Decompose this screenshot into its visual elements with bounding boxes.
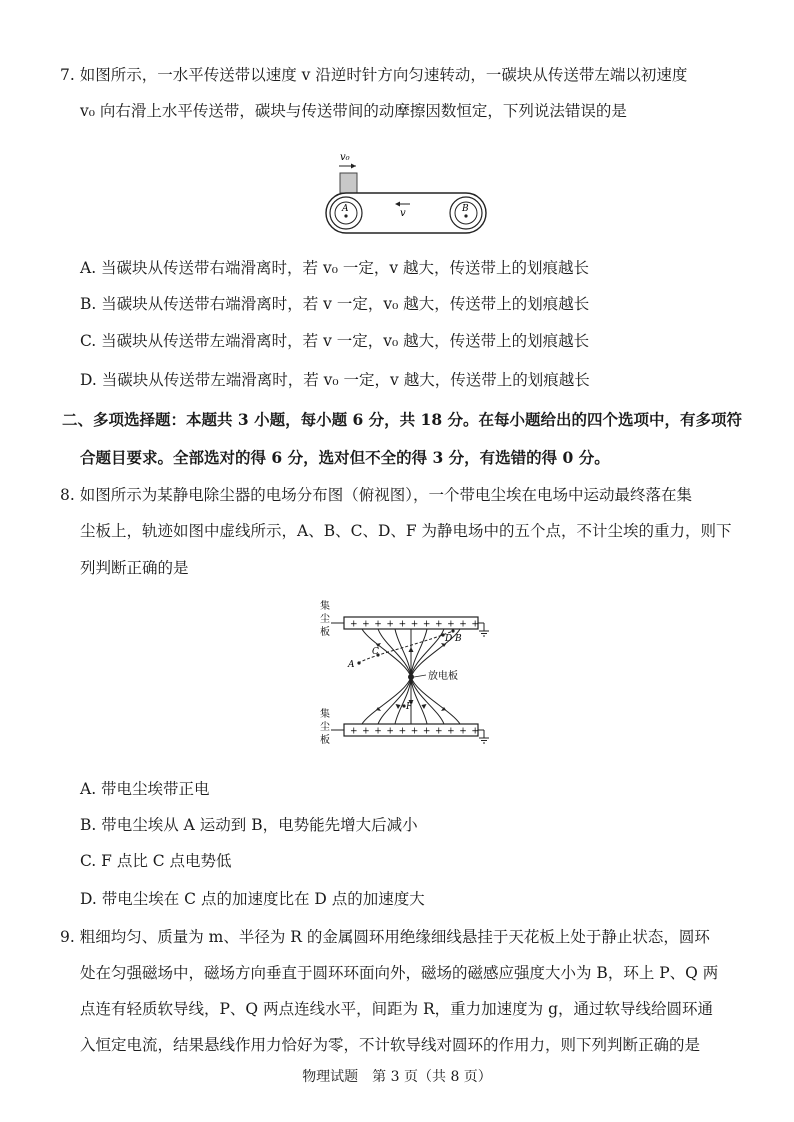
q9-stem-line3: 点连有轻质软导线，P、Q 两点连线水平，间距为 R，重力加速度为 g，通过软导线给圆环通 [80, 1000, 714, 1018]
pulley-b-center [464, 214, 467, 217]
q8-option-d: D. 带电尘埃在 C 点的加速度比在 D 点的加速度大 [80, 890, 425, 908]
q9-stem-line4: 入恒定电流，结果悬线作用力恰好为零，不计软导线对圆环的作用力，则下列判断正确的是 [80, 1036, 701, 1054]
q8-stem-line1: 8. 如图所示为某静电除尘器的电场分布图（俯视图），一个带电尘埃在电场中运动最终落在集 [60, 486, 692, 504]
point-a-dot [357, 661, 360, 664]
field-line-down-2 [378, 677, 411, 724]
v0-label: v₀ [340, 152, 350, 163]
arrow-down-5 [422, 704, 427, 709]
top-plate-label-2: 尘 [320, 614, 330, 625]
q8-stem-line2: 尘板上，轨迹如图中虚线所示，A、B、C、D、F 为静电场中的五个点，不计尘埃的重力，则下 [80, 522, 732, 540]
q8-stem-line3: 列判断正确的是 [80, 559, 189, 577]
section-2-heading-line1: 二、多项选择题：本题共 3 小题，每小题 6 分，共 18 分。在每小题给出的四个选项中，有多项符 [62, 410, 743, 429]
q7-option-a: A. 当碳块从传送带右端滑离时，若 v₀ 一定，v 越大，传送带上的划痕越长 [80, 259, 590, 277]
top-plate-charges: +++++++++++ [350, 619, 484, 630]
arrow-down-3 [396, 704, 401, 709]
page-footer: 物理试题 第 3 页（共 8 页） [302, 1069, 492, 1085]
point-c-label: C [372, 647, 379, 657]
bottom-plate-label-3: 板 [320, 735, 330, 746]
field-line-down-7 [411, 677, 460, 724]
top-plate-label-3: 板 [320, 627, 330, 638]
q7-option-c: C. 当碳块从传送带左端滑离时，若 v 一定，v₀ 越大，传送带上的划痕越长 [80, 332, 590, 350]
pulley-a-center [344, 214, 347, 217]
field-line-down-1 [362, 677, 411, 724]
discharge-plate-label: 放电板 [428, 671, 458, 682]
conveyor-belt-figure [318, 150, 496, 236]
q7-option-b: B. 当碳块从传送带右端滑离时，若 v 一定，v₀ 越大，传送带上的划痕越长 [80, 295, 590, 313]
v0-arrowhead [351, 164, 356, 169]
field-line-up-2 [378, 629, 411, 677]
q9-stem-line1: 9. 粗细均匀、质量为 m、半径为 R 的金属圆环用绝缘细线悬挂于天花板上处于静止状态，圆环 [60, 928, 710, 946]
carbon-block [340, 173, 357, 193]
pulley-b-label: B [462, 204, 469, 214]
q7-stem-line2: v₀ 向右滑上水平传送带，碳块与传送带间的动摩擦因数恒定，下列说法错误的是 [80, 102, 627, 120]
top-plate-label-1: 集 [320, 601, 330, 612]
point-f-label: F [406, 702, 413, 712]
discharge-plate [408, 674, 414, 680]
bottom-plate-charges: +++++++++++ [350, 726, 484, 737]
point-a-label: A [348, 660, 355, 670]
bottom-plate-label-1: 集 [320, 709, 330, 720]
arrow-up-4 [409, 647, 414, 652]
point-b-label: B [455, 634, 462, 644]
field-line-down-6 [411, 677, 444, 724]
bottom-plate-label-2: 尘 [320, 722, 330, 733]
q8-option-b: B. 带电尘埃从 A 运动到 B，电势能先增大后减小 [80, 816, 418, 834]
q7-option-d: D. 当碳块从传送带左端滑离时，若 v₀ 一定，v 越大，传送带上的划痕越长 [80, 371, 590, 389]
q8-option-c: C. F 点比 C 点电势低 [80, 852, 232, 870]
discharge-plate-lead [414, 675, 426, 677]
v-arrowhead [395, 202, 400, 207]
electrostatic-precipitator-figure [318, 597, 494, 749]
pulley-a-label: A [342, 204, 349, 214]
section-2-heading-line2: 合题目要求。全部选对的得 6 分，选对但不全的得 3 分，有选错的得 0 分。 [80, 448, 610, 467]
v-label: v [400, 208, 406, 219]
point-d-label: D [445, 634, 453, 644]
q9-stem-line2: 处在匀强磁场中，磁场方向垂直于圆环环面向外，磁场的磁感应强度大小为 B，环上 P、Q 两 [80, 964, 719, 982]
q8-option-a: A. 带电尘埃带正电 [80, 780, 210, 798]
q7-stem-line1: 7. 如图所示，一水平传送带以速度 v 沿逆时针方向匀速转动，一碳块从传送带左端以初速度 [60, 66, 688, 84]
point-b-dot [451, 629, 454, 632]
